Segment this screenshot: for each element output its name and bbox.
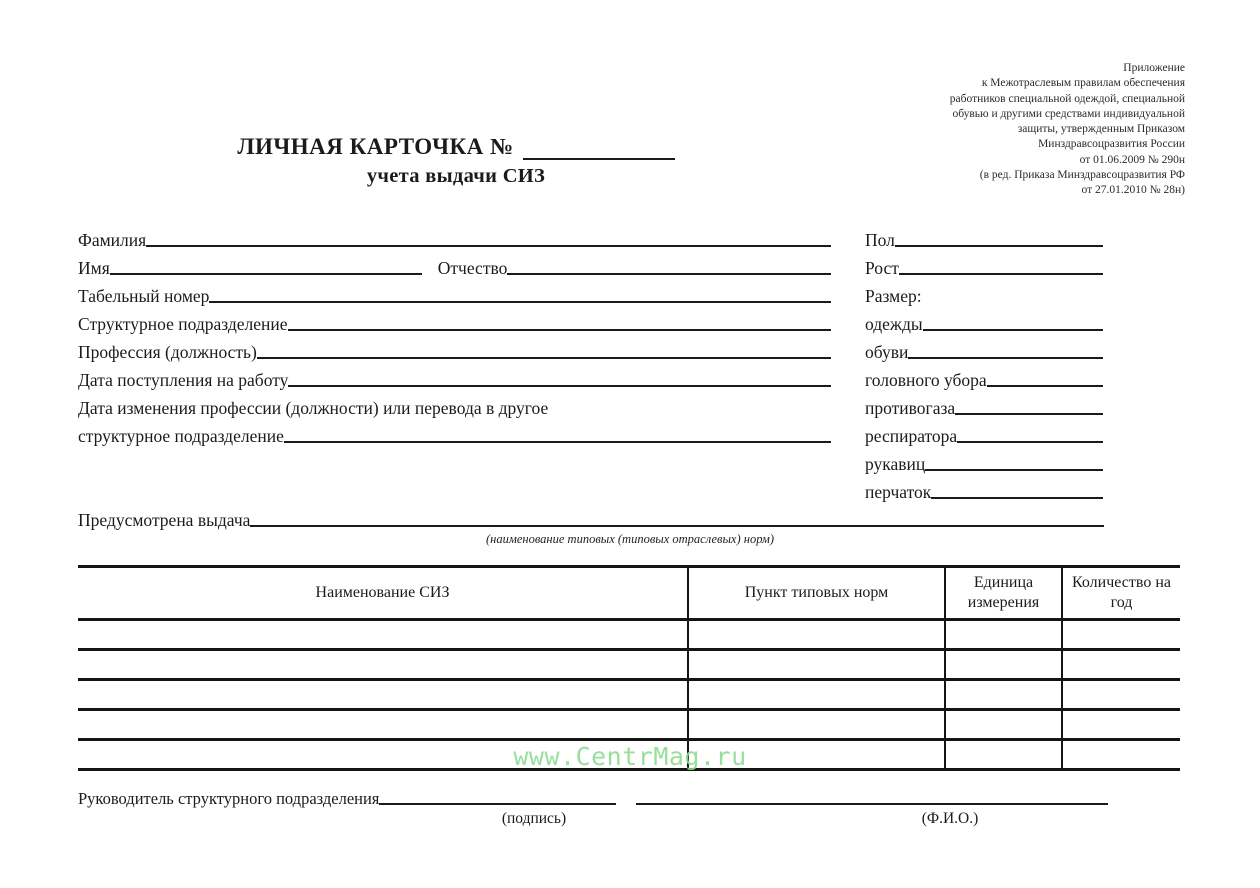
table-row (78, 680, 1180, 710)
sizes-fields-column (865, 223, 1103, 503)
patronymic-label: Отчество (437, 258, 508, 278)
mittens-size-field-row (865, 447, 1103, 475)
regulation-note-line: работников специальной одеждой, специальной (949, 92, 1185, 105)
signature-blank-line (379, 803, 616, 805)
headgear-size-field-row (865, 363, 1103, 391)
profession-label: Профессия (должность) (78, 342, 257, 362)
gender-blank-line (895, 245, 1103, 247)
table-cell-empty (688, 680, 945, 710)
clothing-size-blank-line (923, 329, 1103, 331)
department-blank-line (288, 329, 831, 331)
table-row (78, 710, 1180, 740)
change-date-label-line2: структурное подразделение (78, 426, 284, 446)
gloves-size-field-row (865, 475, 1103, 503)
issue-norms-blank-line (250, 525, 1104, 527)
card-number-blank-line (523, 135, 675, 160)
profession-blank-line (257, 357, 831, 359)
footwear-size-field-row (865, 335, 1103, 363)
size-header-row (865, 279, 1103, 307)
change-date-blank-line (284, 441, 831, 443)
table-cell-empty (945, 710, 1062, 740)
personnel-number-field-row (78, 279, 831, 307)
hire-date-label: Дата поступления на работу (78, 370, 289, 390)
respirator-size-blank-line (957, 441, 1103, 443)
full-name-blank-line (636, 803, 1108, 805)
surname-blank-line (146, 245, 831, 247)
table-cell-empty (78, 620, 688, 650)
gender-field-row (865, 223, 1103, 251)
footwear-size-label: обуви (865, 342, 909, 362)
table-cell-empty (78, 650, 688, 680)
issue-norms-label: Предусмотрена выдача (78, 510, 251, 530)
regulation-note (950, 61, 1185, 199)
ppe-table-header (78, 567, 1180, 620)
table-cell-empty (1062, 740, 1180, 770)
table-cell-empty (1062, 650, 1180, 680)
patronymic-blank-line (507, 273, 831, 275)
regulation-note-line: Приложение (1123, 62, 1185, 74)
gloves-size-blank-line (931, 497, 1103, 499)
personal-fields-column (78, 223, 831, 447)
headgear-size-label: головного убора (865, 370, 987, 390)
col-header-unit: Единица измерения (945, 567, 1062, 620)
table-cell-empty (688, 710, 945, 740)
hire-date-blank-line (288, 385, 831, 387)
height-blank-line (899, 273, 1103, 275)
hire-date-field-row (78, 363, 831, 391)
surname-field-row (78, 223, 831, 251)
gas-mask-size-blank-line (955, 413, 1103, 415)
regulation-note-line: защиты, утвержденным Приказом (1017, 123, 1185, 136)
issue-norms-caption: (наименование типовых (типовых отраслевых) норм) (486, 532, 774, 546)
name-patronymic-field-row (78, 251, 831, 279)
regulation-note-line: (в ред. Приказа Минздравсоцразвития РФ (979, 169, 1185, 182)
headgear-size-blank-line (987, 385, 1103, 387)
gas-mask-size-label: противогаза (865, 398, 956, 418)
first-name-blank-line (110, 273, 422, 275)
regulation-note-line: от 01.06.2009 № 290н (1079, 153, 1185, 166)
ppe-table-header-row (78, 567, 1180, 620)
footwear-size-blank-line (908, 357, 1103, 359)
signature-caption: (подпись) (501, 810, 567, 827)
form-title-line2: учета выдачи СИЗ (366, 165, 546, 187)
respirator-size-label: респиратора (865, 426, 958, 446)
personnel-number-blank-line (209, 301, 831, 303)
clothing-size-label: одежды (865, 314, 923, 334)
height-field-row (865, 251, 1103, 279)
table-cell-empty (945, 650, 1062, 680)
profession-field-row (78, 335, 831, 363)
change-date-field-row-2 (78, 419, 831, 447)
table-cell-empty (78, 710, 688, 740)
form-title-line1 (237, 134, 674, 160)
first-name-label: Имя (78, 258, 110, 278)
regulation-note-line: Минздравсоцразвития России (1038, 138, 1185, 151)
table-cell-empty (945, 620, 1062, 650)
clothing-size-field-row (865, 307, 1103, 335)
centrmag-watermark: www.CentrMag.ru (513, 742, 747, 771)
issue-norms-field-row (78, 503, 1104, 531)
table-cell-empty (688, 650, 945, 680)
mittens-size-label: рукавиц (865, 454, 926, 474)
department-field-row (78, 307, 831, 335)
table-cell-empty (688, 620, 945, 650)
table-cell-empty (78, 680, 688, 710)
table-cell-empty (945, 680, 1062, 710)
full-name-caption: (Ф.И.О.) (921, 810, 979, 827)
regulation-note-line: обувью и другими средствами индивидуальной (952, 107, 1185, 120)
ppe-table (78, 565, 1180, 771)
form-title-text: ЛИЧНАЯ КАРТОЧКА № (237, 134, 514, 159)
col-header-qty-per-year: Количество на год (1062, 567, 1180, 620)
table-row (78, 650, 1180, 680)
gloves-size-label: перчаток (865, 482, 932, 502)
change-date-label-line1: Дата изменения профессии (должности) или перевода в другое (78, 398, 549, 418)
col-header-norm-item: Пункт типовых норм (688, 567, 945, 620)
personnel-number-label: Табельный номер (78, 286, 210, 306)
supervisor-signature-row (78, 783, 1108, 809)
col-header-siz-name: Наименование СИЗ (78, 567, 688, 620)
size-header-label: Размер: (865, 286, 922, 306)
surname-label: Фамилия (78, 230, 147, 250)
gas-mask-size-field-row (865, 391, 1103, 419)
regulation-note-line: от 27.01.2010 № 28н) (1081, 184, 1185, 197)
table-cell-empty (945, 740, 1062, 770)
table-row (78, 620, 1180, 650)
table-cell-empty (1062, 680, 1180, 710)
change-date-field-row-1 (78, 391, 831, 419)
supervisor-label: Руководитель структурного подразделения (78, 789, 380, 808)
table-cell-empty (1062, 710, 1180, 740)
height-label: Рост (865, 258, 899, 278)
regulation-note-line: к Межотраслевым правилам обеспечения (981, 77, 1185, 90)
form-title (78, 134, 834, 188)
department-label: Структурное подразделение (78, 314, 288, 334)
gender-label: Пол (865, 230, 895, 250)
respirator-size-field-row (865, 419, 1103, 447)
mittens-size-blank-line (925, 469, 1103, 471)
table-cell-empty (1062, 620, 1180, 650)
